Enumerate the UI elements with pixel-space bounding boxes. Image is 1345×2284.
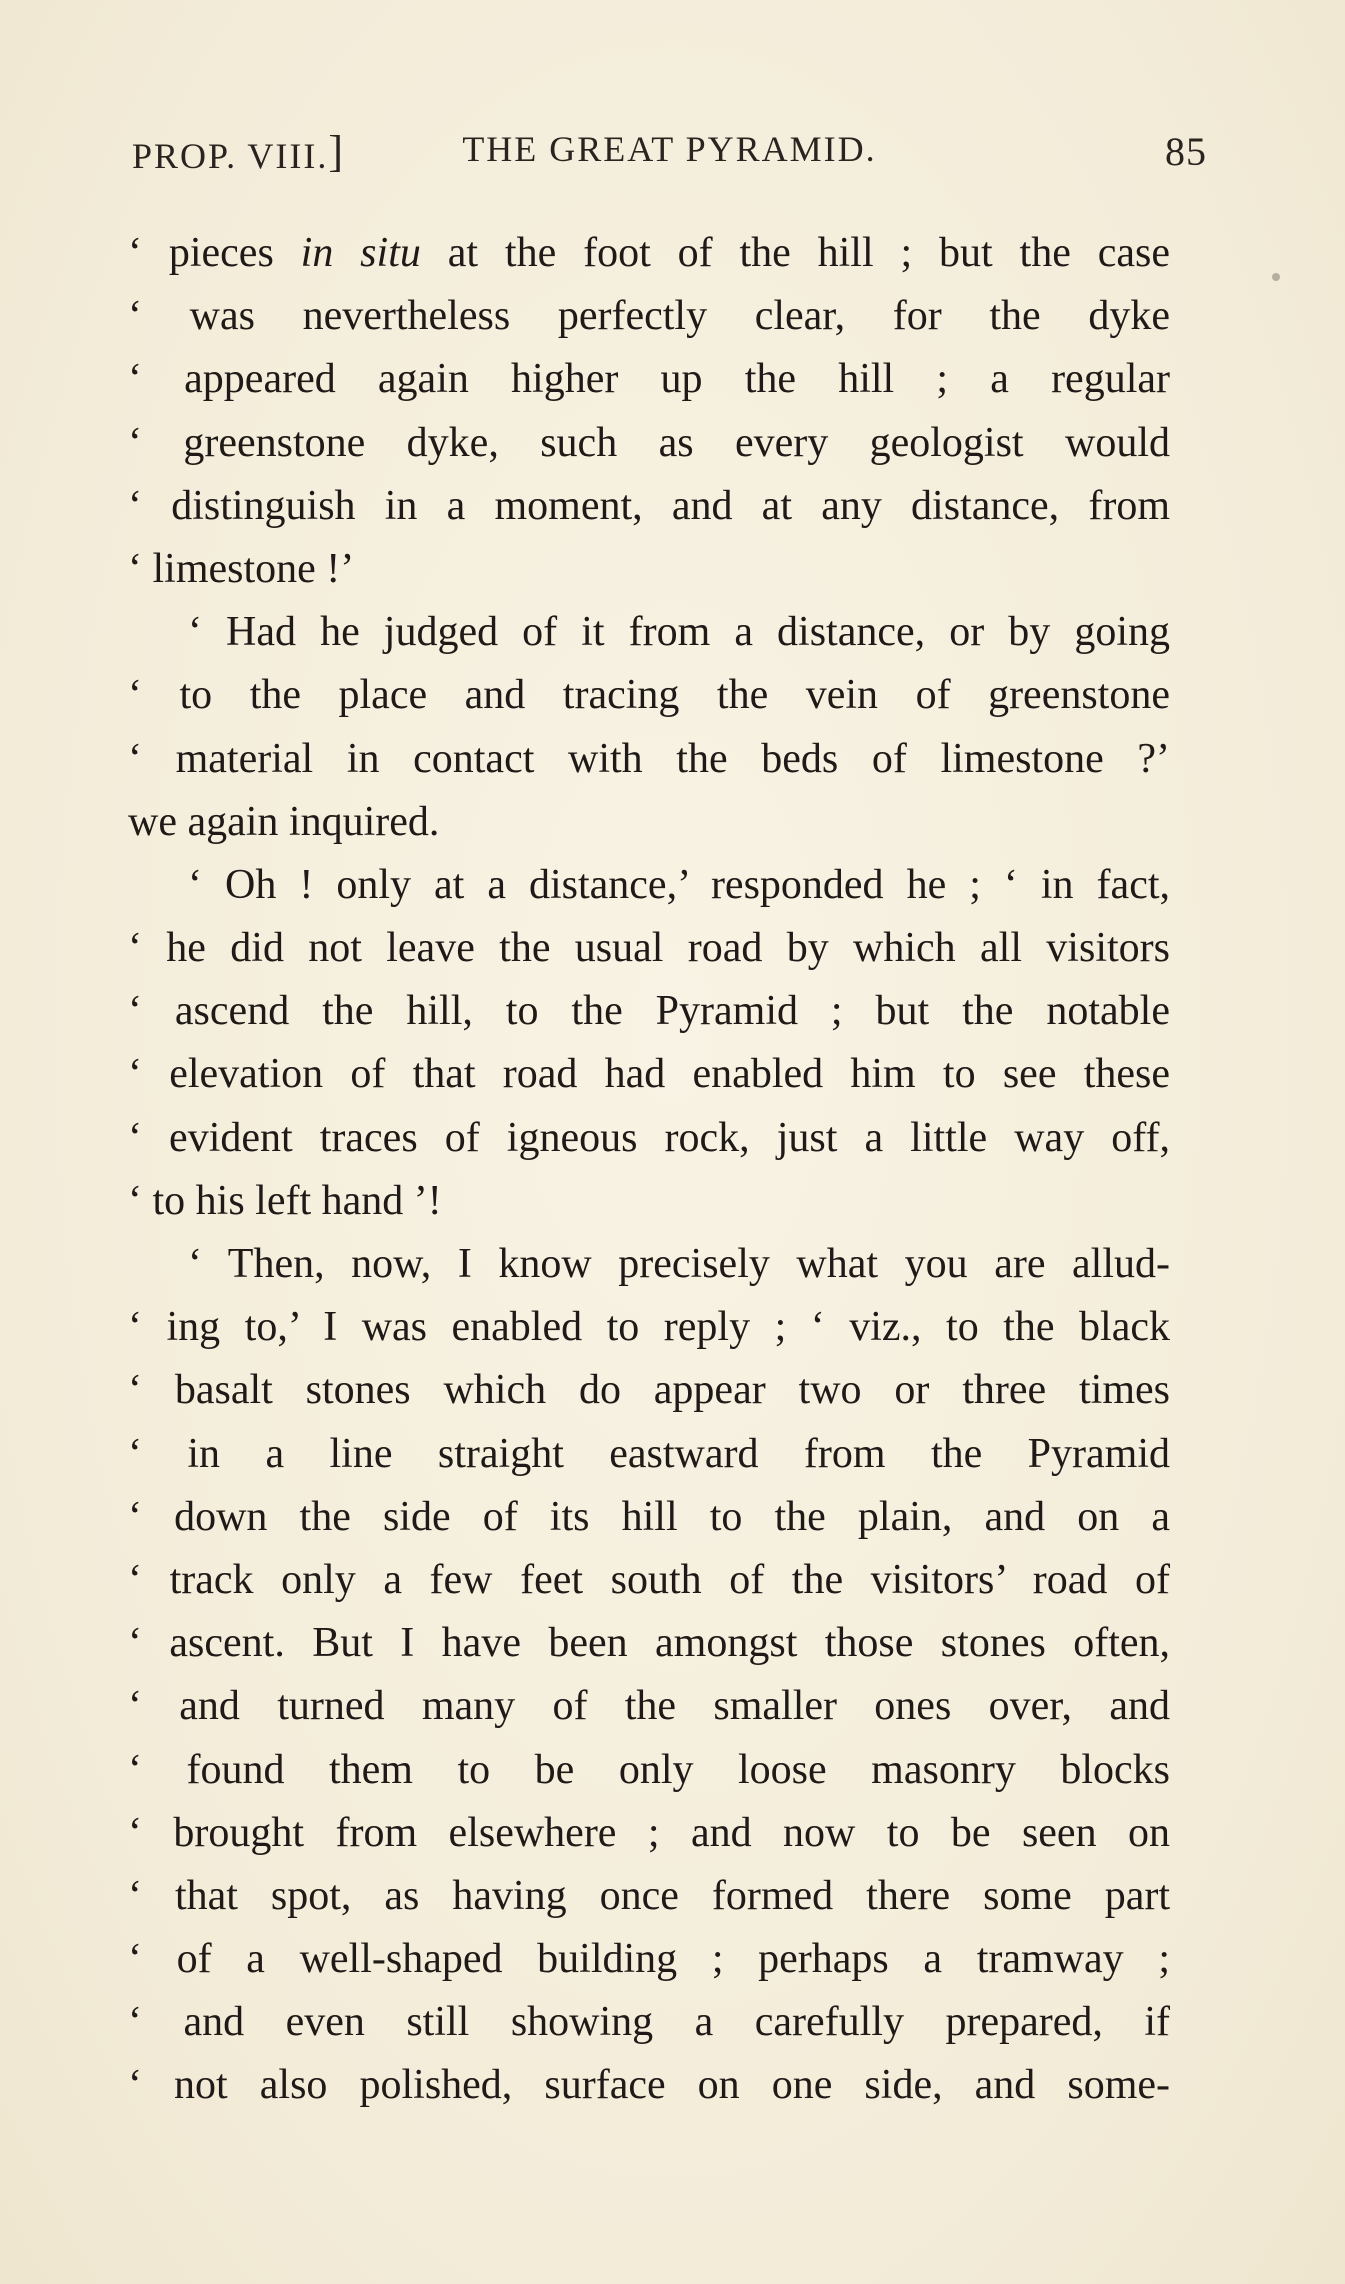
text-line: ‘ greenstone dyke, such as every geologist would [128,419,1170,466]
text-line: ‘ appeared again higher up the hill ; a regular [128,356,1170,403]
text-line: ‘ he did not leave the usual road by which all visitors [128,925,1170,972]
text-line: ‘ ascend the hill, to the Pyramid ; but the notable [128,988,1170,1035]
page-number: 85 [1165,129,1207,174]
text-line: ‘ that spot, as having once formed there some part [128,1872,1170,1919]
text-line: ‘ down the side of its hill to the plain, and on a [128,1493,1170,1540]
text-line: ‘ ascent. But I have been amongst those stones often, [128,1620,1170,1667]
text-line: ‘ track only a few feet south of the visitors’ road of [128,1556,1170,1603]
text-line: ‘ Had he judged of it from a distance, or by going [188,609,1170,656]
text-line: ‘ to the place and tracing the vein of greenstone [128,672,1170,719]
text-line: ‘ in a line straight eastward from the Pyramid [128,1430,1170,1477]
header-section-ref: PROP. VIII.] [132,127,346,176]
text-line: ‘ elevation of that road had enabled him to see these [128,1051,1170,1098]
header-bracket: ] [328,127,346,176]
text-line: ‘ pieces in situ at the foot of the hill ; but the case [128,230,1170,276]
text-line: we again inquired. [128,798,440,845]
header-title: THE GREAT PYRAMID. [462,129,877,169]
paper-speck [1272,273,1280,281]
text-line: ‘ material in contact with the beds of limestone ?’ [128,735,1170,782]
text-line: ‘ to his left hand ’! [128,1177,442,1224]
text-line: ‘ of a well-shaped building ; perhaps a tramway ; [128,1936,1170,1983]
text-line: ‘ Oh ! only at a distance,’ responded he ; ‘ in fact, [188,861,1170,908]
text-line: ‘ ing to,’ I was enabled to reply ; ‘ viz., to the black [128,1304,1170,1351]
text-line: ‘ and even still showing a carefully prepared, if [128,1999,1170,2046]
running-header [132,128,1207,184]
text-line: ‘ was nevertheless perfectly clear, for the dyke [128,293,1170,340]
text-line: ‘ not also polished, surface on one side, and some- [128,2062,1170,2109]
text-line: ‘ limestone !’ [128,545,355,592]
text-line: ‘ basalt stones which do appear two or three times [128,1367,1170,1414]
text-line: ‘ evident traces of igneous rock, just a little way off, [128,1114,1170,1161]
body-text [128,222,1170,2118]
text-line: ‘ brought from elsewhere ; and now to be seen on [128,1809,1170,1856]
text-line: ‘ distinguish in a moment, and at any distance, from [128,482,1170,529]
text-line: ‘ Then, now, I know precisely what you are allud- [188,1241,1170,1287]
text-line: ‘ found them to be only loose masonry blocks [128,1746,1170,1793]
text-line: ‘ and turned many of the smaller ones over, and [128,1683,1170,1730]
